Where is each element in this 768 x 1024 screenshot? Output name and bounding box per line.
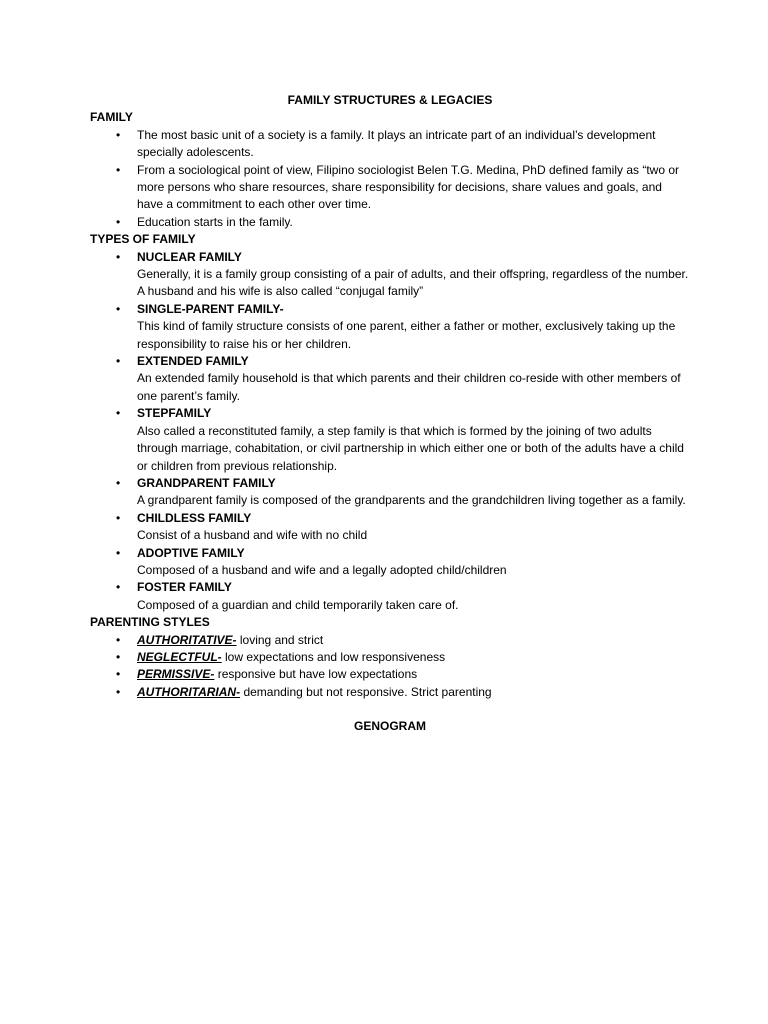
list-item — [90, 632, 690, 649]
bullet-marker: • — [116, 580, 121, 595]
family-type-description: An extended family household is that which parents and their children co-reside with other members of one parent’s family. — [137, 371, 681, 403]
parenting-style-term: PERMISSIVE- — [137, 667, 215, 682]
family-type-description: Also called a reconstituted family, a step family is that which is formed by the joining of two adults through marriage, cohabitation, or civil partnership in which either one or both of the adults have a child or children from previous relationship. — [137, 423, 684, 473]
family-bullet-text: The most basic unit of a society is a family. It plays an intricate part of an individual’s development specially adolescents. — [137, 127, 656, 160]
family-type-name: ADOPTIVE FAMILY — [137, 545, 245, 560]
types-heading: TYPES OF FAMILY — [90, 232, 196, 247]
family-type-description: Composed of a husband and wife and a legally adopted child/children — [137, 562, 507, 577]
genogram-heading: GENOGRAM — [354, 719, 426, 734]
list-item — [90, 162, 690, 214]
list-item — [90, 405, 690, 475]
family-type-description: This kind of family structure consists of one parent, either a father or mother, exclusively taking up the responsibility to raise his or her children. — [137, 319, 676, 351]
document-body — [90, 92, 690, 736]
parenting-style-description: loving and strict — [236, 632, 324, 647]
parenting-style-term: NEGLECTFUL- — [137, 649, 222, 664]
list-item — [90, 475, 690, 510]
family-heading: FAMILY — [90, 110, 133, 125]
bullet-marker: • — [116, 162, 121, 177]
list-item — [90, 579, 690, 614]
family-type-description: Consist of a husband and wife with no child — [137, 528, 368, 543]
family-type-description: Generally, it is a family group consisting of a pair of adults, and their offspring, regardless of the number. A husband and his wife is also called “conjugal family” — [137, 267, 689, 299]
parenting-style-description: low expectations and low responsiveness — [221, 649, 446, 664]
list-item — [90, 353, 690, 405]
bullet-marker: • — [116, 406, 121, 421]
family-type-name: CHILDLESS FAMILY — [137, 510, 252, 525]
parenting-style-term: AUTHORITATIVE- — [137, 632, 237, 647]
bullet-marker: • — [116, 649, 121, 664]
family-type-name: GRANDPARENT FAMILY — [137, 475, 276, 490]
list-item — [90, 666, 690, 683]
list-item — [90, 545, 690, 580]
document-title: FAMILY STRUCTURES & LEGACIES — [287, 93, 493, 107]
family-type-name: SINGLE-PARENT FAMILY- — [137, 301, 284, 316]
list-item — [90, 649, 690, 666]
family-type-name: FOSTER FAMILY — [137, 580, 232, 595]
bullet-marker: • — [116, 632, 121, 647]
family-bullet-text: From a sociological point of view, Filipino sociologist Belen T.G. Medina, PhD defined family as “two or more persons who share resources, share responsibility for decisions, share values and goals, and have a commitment to each other over time. — [137, 162, 680, 212]
family-type-name: EXTENDED FAMILY — [137, 354, 249, 369]
family-bullet-text: Education starts in the family. — [137, 214, 293, 229]
parenting-style-description: demanding but not responsive. Strict parenting — [240, 684, 492, 699]
bullet-marker: • — [116, 301, 121, 316]
family-type-name: STEPFAMILY — [137, 406, 212, 421]
bullet-marker: • — [116, 667, 121, 682]
family-types-list — [90, 249, 690, 615]
family-type-description: Composed of a guardian and child temporarily taken care of. — [137, 597, 459, 612]
bullet-marker: • — [116, 249, 121, 264]
list-item — [90, 249, 690, 301]
list-item — [90, 127, 690, 162]
parenting-style-description: responsive but have low expectations — [214, 667, 418, 682]
bullet-marker: • — [116, 214, 121, 229]
bullet-marker: • — [116, 545, 121, 560]
bullet-marker: • — [116, 127, 121, 142]
list-item — [90, 684, 690, 701]
list-item — [90, 301, 690, 353]
parenting-heading: PARENTING STYLES — [90, 615, 210, 630]
parenting-styles-list — [90, 632, 690, 702]
bullet-marker: • — [116, 510, 121, 525]
bullet-marker: • — [116, 475, 121, 490]
family-type-name: NUCLEAR FAMILY — [137, 249, 242, 264]
family-type-description: A grandparent family is composed of the grandparents and the grandchildren living together as a family. — [137, 493, 686, 508]
list-item — [90, 510, 690, 545]
bullet-marker: • — [116, 354, 121, 369]
family-bullet-list — [90, 127, 690, 231]
parenting-style-term: AUTHORITARIAN- — [137, 684, 241, 699]
bullet-marker: • — [116, 684, 121, 699]
list-item — [90, 214, 690, 231]
